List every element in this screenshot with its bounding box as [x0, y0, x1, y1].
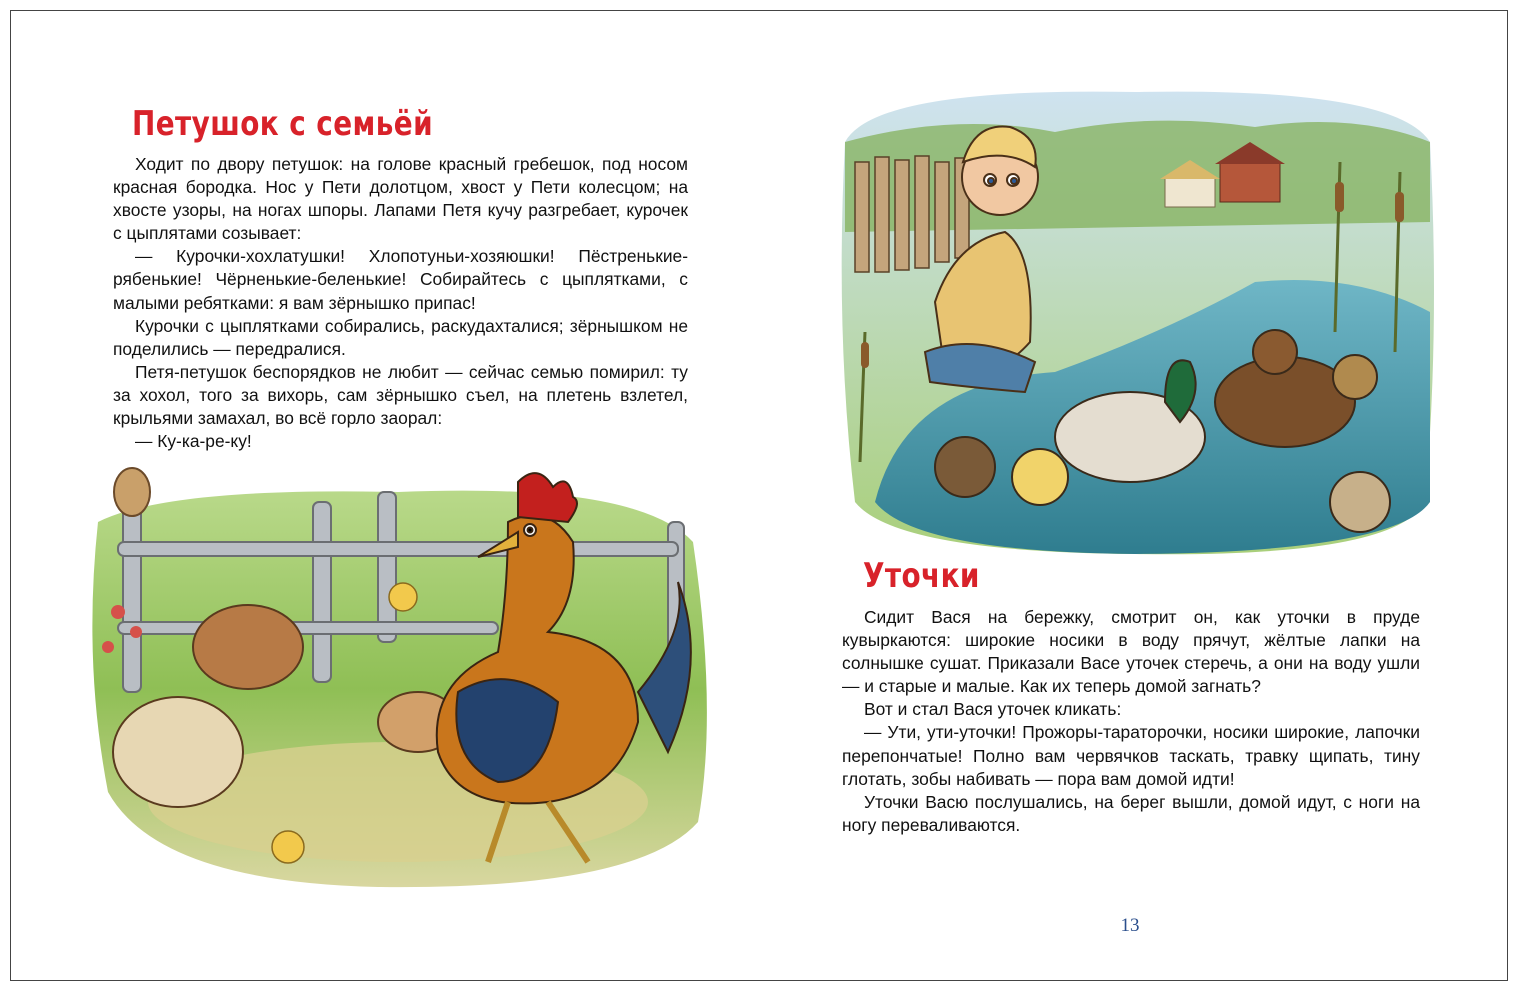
paragraph: Сидит Вася на бережку, смотрит он, как уточки в пруде кувыркаются: широкие носики в воду прячут, жёлтые лапки на солнышке сушат. Приказали Васе уточек стеречь, а они на воду ушли — и старые и малые. Как их теперь домой загнать? — [842, 607, 1420, 697]
story-text-ducks — [842, 606, 1420, 837]
story-title-rooster: Петушок с семьёй — [132, 104, 434, 144]
story-title-ducks: Уточки — [863, 556, 980, 596]
paragraph: Курочки с цыплятками собирались, раскудахталися; зёрнышком не поделились — передралися. — [113, 315, 688, 359]
paragraph: Петя-петушок беспорядков не любит — сейчас семью помирил: ту за хохол, того за вихорь, сам зёрнышко съел, на плетень взлетел, крыльями замахал, во всё горло заорал: — [113, 361, 688, 429]
paragraph: Уточки Васю послушались, на берег вышли, домой идут, с ноги на ногу переваливаются. — [842, 791, 1420, 835]
ducks-illustration — [835, 82, 1440, 560]
story-text-rooster — [113, 153, 688, 453]
paragraph: — Ути, ути-уточки! Прожоры-тараторочки, носики широкие, лапочки перепончатые! Полно вам червячков таскать, травку щипать, тину глотать, зобы набивать — пора вам домой идти! — [842, 722, 1420, 789]
paragraph: — Курочки-хохлатушки! Хлопотуньи-хозяюшки! Пёстренькие-рябенькие! Чёрненькие-беленькие! Собирайтесь с цыплятками, с малыми ребятками: я вам зёрнышко припас! — [113, 246, 688, 313]
paragraph: — Ку-ка-ре-ку! — [135, 431, 252, 452]
page-number: 13 — [1120, 915, 1140, 936]
paragraph: Вот и стал Вася уточек кликать: — [864, 699, 1122, 720]
paragraph: Ходит по двору петушок: на голове красный гребешок, под носом красная бородка. Нос у Пети долотцом, хвост у Пети колесцом; на хвосте узоры, на ногах шпоры. Лапами Петя кучу разгребает, курочек с цыплятами созывает: — [113, 154, 688, 244]
rooster-illustration — [78, 462, 718, 892]
